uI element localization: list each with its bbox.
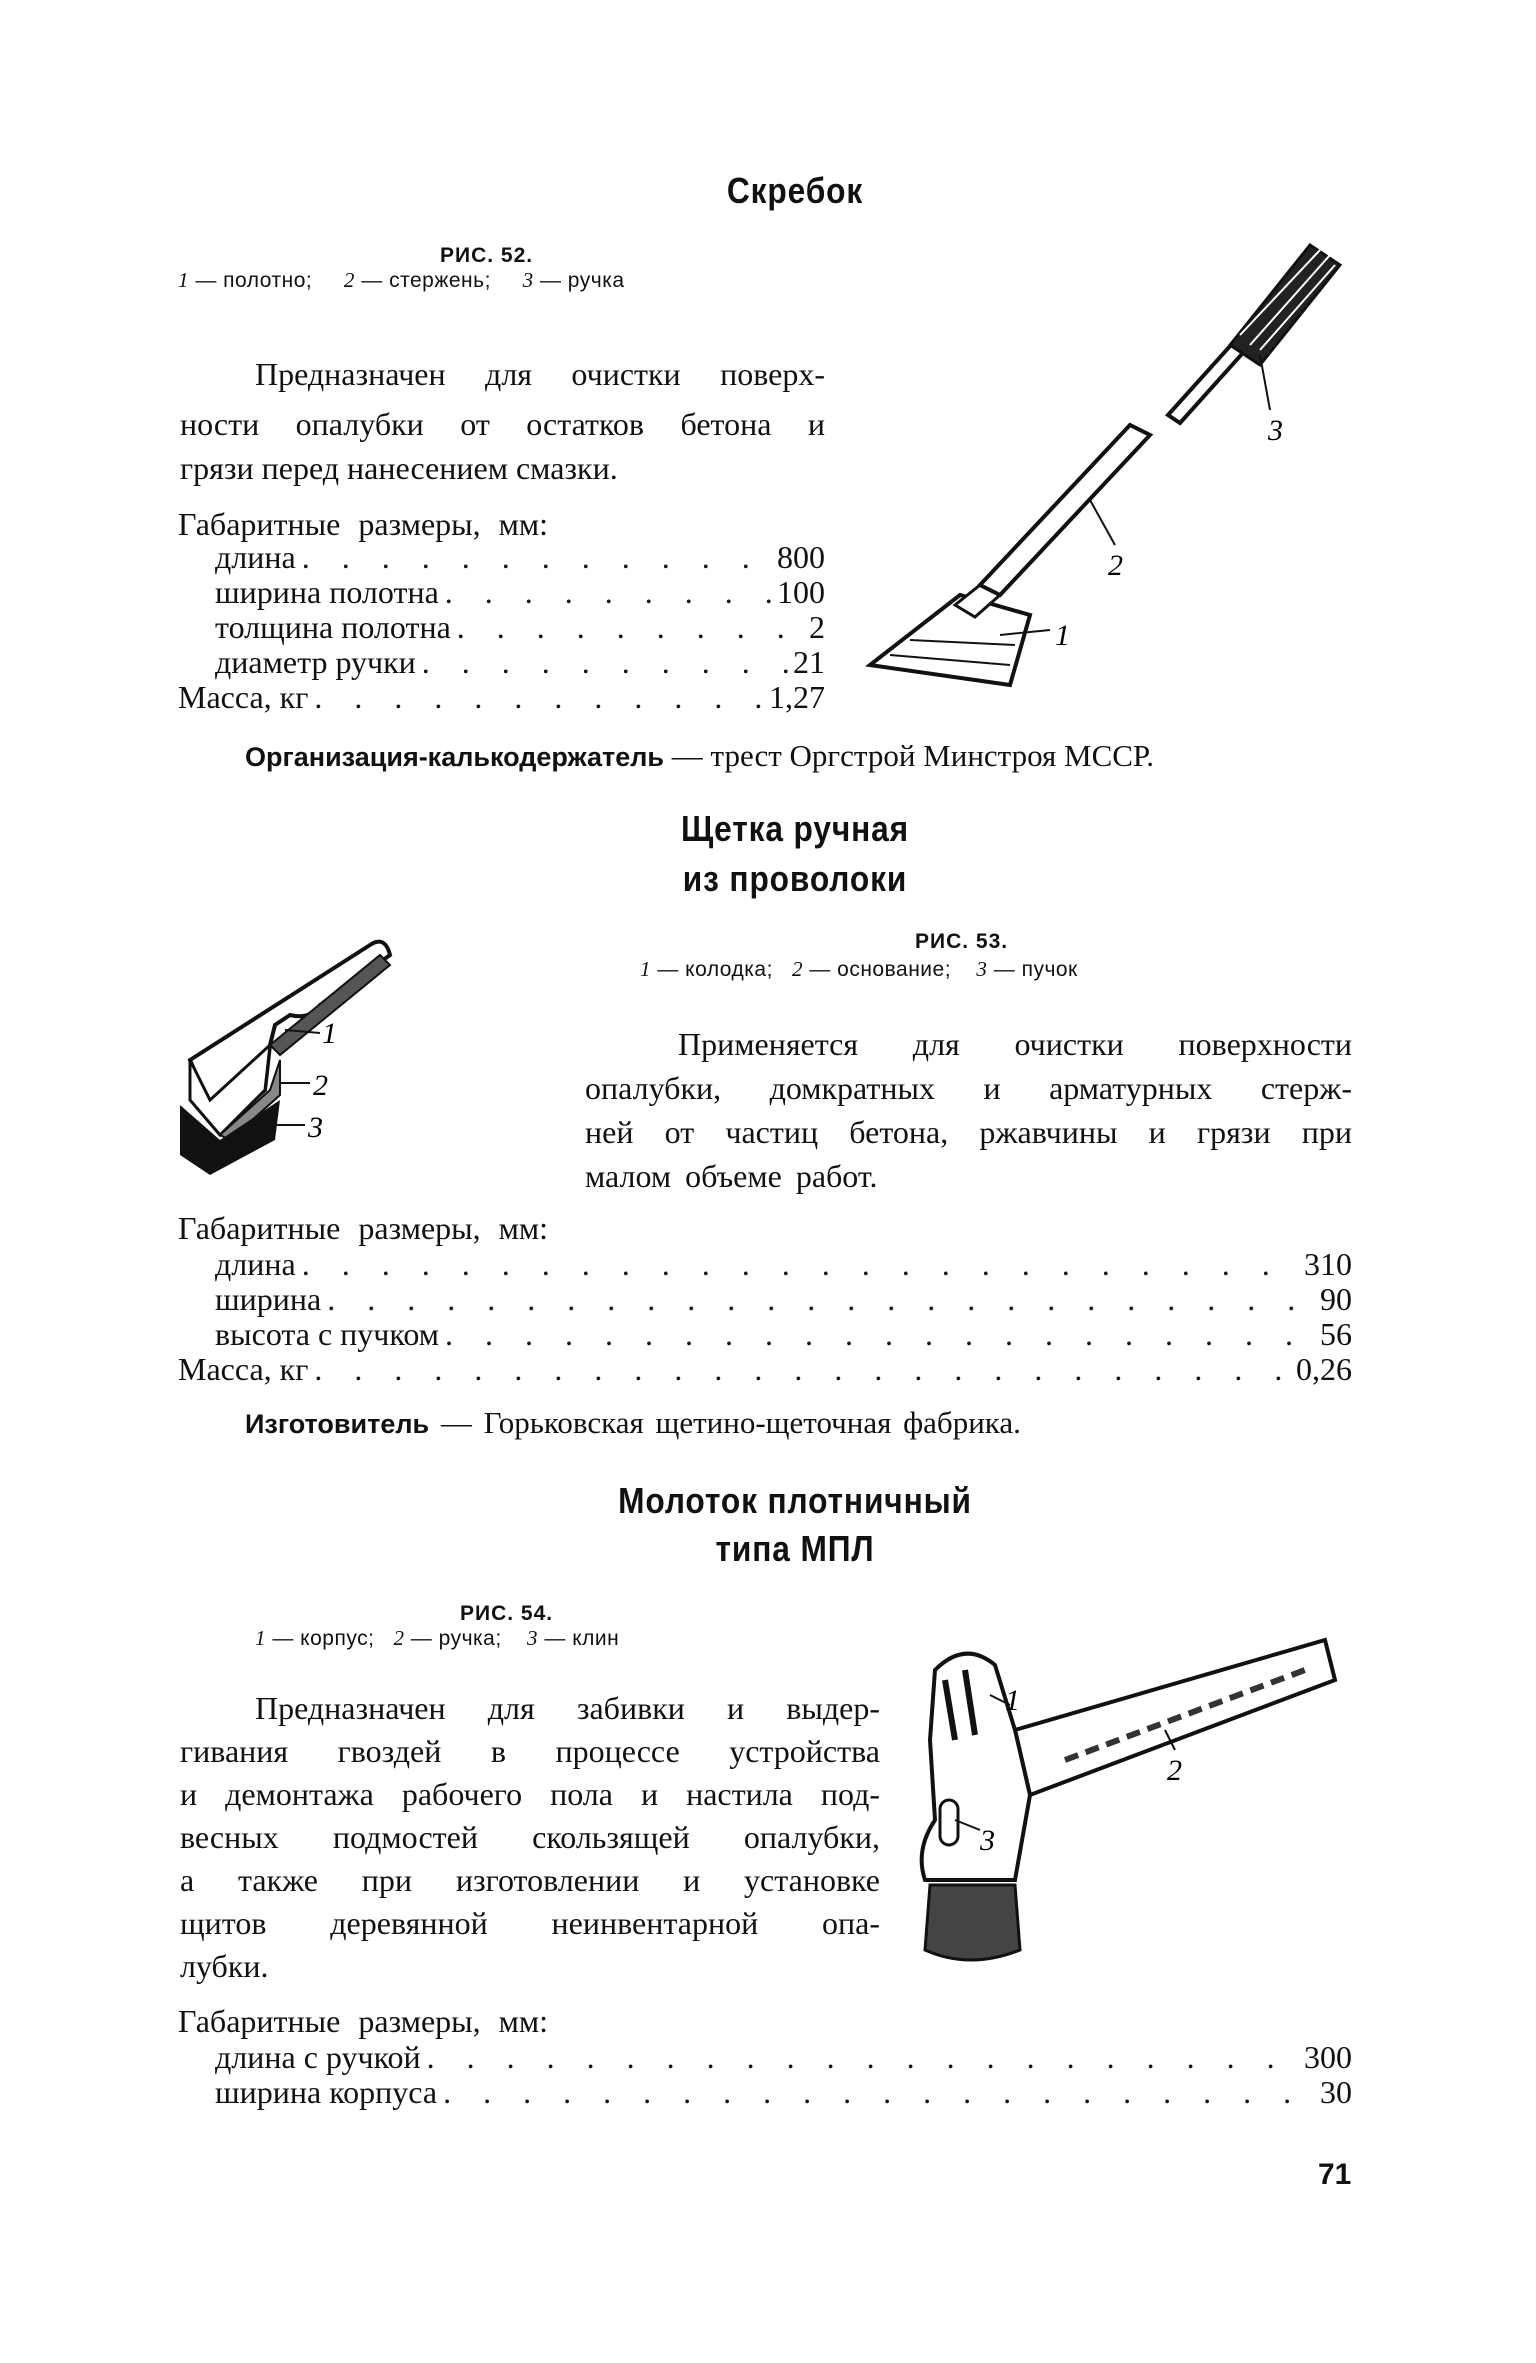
hammer-drawing [905,1620,1345,1970]
dim-row: ширина корпуса . . . 30 [215,2076,1352,2108]
description-line: Предназначен для очистки поверх- [255,356,825,392]
description-line: Предназначен для забивки и выдер- [255,1690,880,1726]
dim-row: длина с ручкой . . . 300 [215,2041,1352,2073]
description-line: грязи перед нанесением смазки. [180,450,618,486]
figure-number: РИС. 54. [460,1602,554,1625]
section-title-hammer: Молоток плотничный [618,1480,972,1521]
figure-caption: 1 — корпус; 2 — ручка; 3 — клин [255,1626,620,1650]
dim-row: длина . . . 800 [215,541,825,573]
callout-1: 1 [322,1017,337,1050]
brush-drawing [170,925,570,1175]
dim-row: диаметр ручки . . . 21 [215,646,825,678]
callout-1: 1 [1005,1684,1020,1717]
description-line: щитов деревянной неинвентарной опа- [180,1905,880,1941]
dims-heading: Габаритные размеры, мм: [178,2003,549,2039]
figure-number: РИС. 52. [440,244,534,267]
figure-caption: 1 — колодка; 2 — основание; 3 — пучок [640,957,1078,981]
description-line: гивания гвоздей в процессе устройства [180,1733,880,1769]
dims-heading: Габаритные размеры, мм: [178,1210,549,1246]
description-line: и демонтажа рабочего пола и настила под- [180,1776,880,1812]
description-line: ности опалубки от остатков бетона и [180,406,825,442]
callout-2: 2 [1167,1754,1182,1787]
dims-heading: Габаритные размеры, мм: [178,506,549,542]
callout-3: 3 [980,1824,995,1857]
callout-2: 2 [313,1069,328,1102]
figure-number: РИС. 53. [915,930,1009,953]
organization-note: Организация-калькодержатель — трест Оргстрой Минстроя МССР. [245,738,1155,773]
mass-row: Масса, кг . . . 0,26 [178,1353,1352,1385]
page-number: 71 [1318,2158,1352,2191]
figure-caption: 1 — полотно; 2 — стержень; 3 — ручка [178,268,625,292]
description-line: а также при изготовлении и установке [180,1862,880,1898]
dim-row: длина . . . 310 [215,1248,1352,1280]
dim-row: толщина полотна . . . 2 [215,611,825,643]
scraper-drawing [850,235,1360,705]
description-line: ней от частиц бетона, ржавчины и грязи при [585,1114,1352,1150]
dim-row: высота с пучком . . . 56 [215,1318,1352,1350]
description-line: малом объеме работ. [585,1158,878,1194]
manufacturer-note: Изготовитель — Горьковская щетино-щеточная фабрика. [245,1405,1021,1440]
description-line: Применяется для очистки поверхности [678,1026,1352,1062]
description-line: весных подмостей скользящей опалубки, [180,1819,880,1855]
dim-row: ширина . . . 90 [215,1283,1352,1315]
section-title-brush-line2: из проволоки [682,858,908,899]
description-line: лубки. [180,1948,269,1984]
section-title-scraper: Скребок [726,170,864,211]
callout-2: 2 [1108,549,1123,582]
dim-row: ширина полотна . . . 100 [215,576,825,608]
section-title-hammer-line2: типа МПЛ [715,1528,875,1569]
callout-3: 3 [1268,414,1283,447]
callout-3: 3 [308,1111,323,1144]
callout-1: 1 [1055,619,1070,652]
mass-row: Масса, кг . . . 1,27 [178,681,825,713]
description-line: опалубки, домкратных и арматурных стерж- [585,1070,1352,1106]
section-title-brush: Щетка ручная [680,808,910,849]
